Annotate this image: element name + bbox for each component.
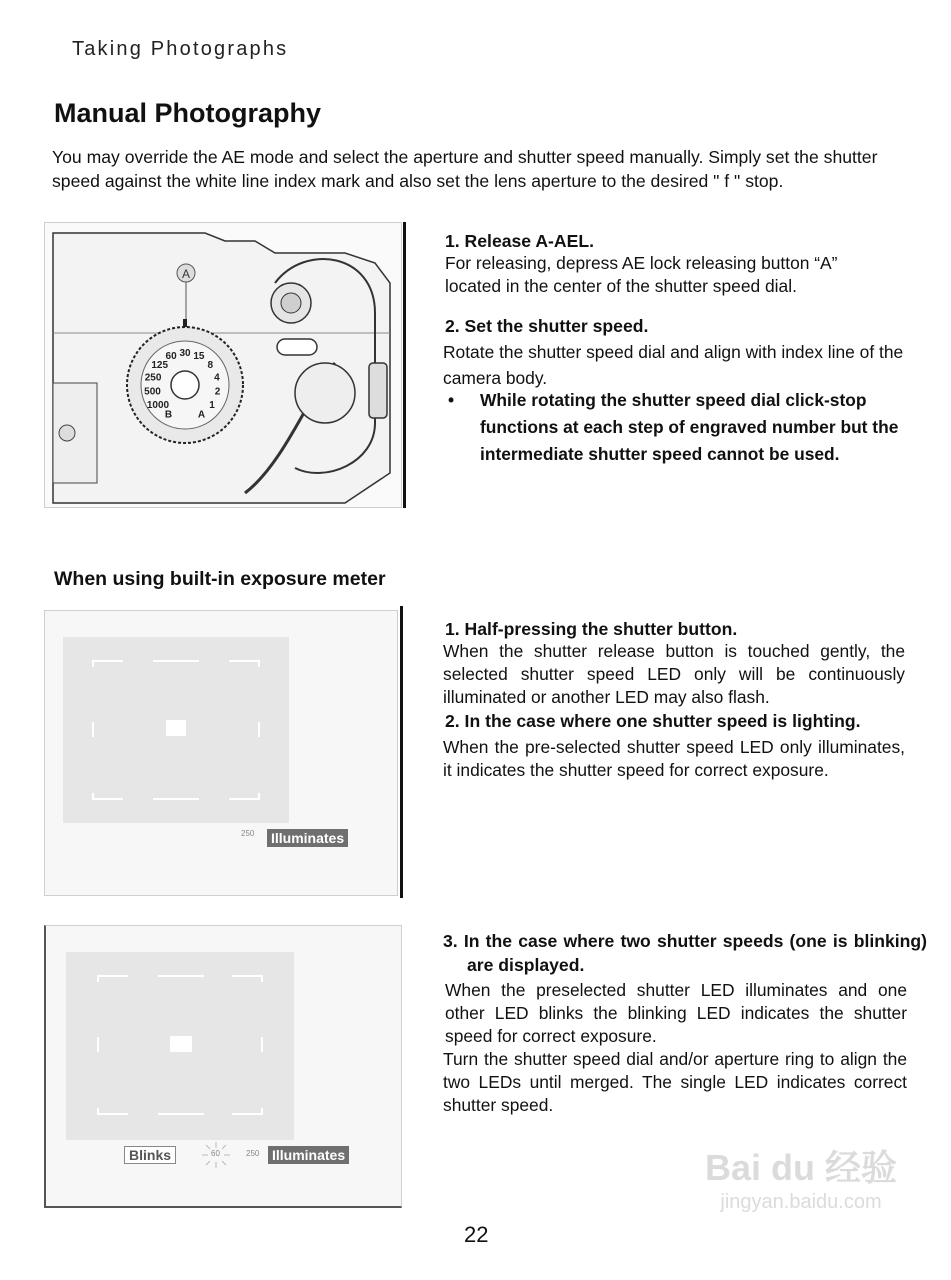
dial-number: 30 xyxy=(179,348,191,359)
dial-number: 2 xyxy=(214,386,221,398)
step-shutter-text: Rotate the shutter speed dial and align with index line of the camera body. xyxy=(443,342,904,388)
viewfinder-figure-double xyxy=(44,925,402,1208)
vf1-illuminates-label: Illuminates xyxy=(267,829,348,847)
vf1-speed-number: 250 xyxy=(241,829,255,838)
watermark-url: jingyan.baidu.com xyxy=(720,1191,882,1213)
meter-subtitle: When using built-in exposure meter xyxy=(54,568,386,590)
step-half-press-text: When the shutter release button is touched gently, the selected shutter speed LED only will be continuously illuminated or another LED may also flash. xyxy=(443,641,905,707)
step-release-title: 1. Release A-AEL. xyxy=(445,231,594,251)
shutter-note-list xyxy=(444,387,919,468)
camera-illustration xyxy=(45,223,401,507)
dial-number: 500 xyxy=(144,386,161,398)
page-title: Manual Photography xyxy=(54,98,322,128)
step-shutter-title: 2. Set the shutter speed. xyxy=(445,316,649,336)
step-one-speed-text: When the pre-selected shutter speed LED only illuminates, it indicates the shutter speed for correct exposure. xyxy=(443,737,905,780)
shutter-note-item xyxy=(444,387,919,468)
viewfinder-frame-marks xyxy=(66,952,294,1140)
step-release-text: For releasing, depress AE lock releasing button “A” located in the center of the shutter speed dial. xyxy=(445,253,838,296)
dial-number: 4 xyxy=(214,372,220,384)
watermark xyxy=(681,1140,921,1214)
figure-rule xyxy=(403,222,406,508)
dial-number: 1000 xyxy=(146,399,170,411)
dial-number: 8 xyxy=(207,359,214,371)
page-number: 22 xyxy=(464,1222,489,1247)
viewfinder-screen xyxy=(63,637,289,823)
vf2-blink-speed: 60 xyxy=(211,1149,220,1158)
dial-number: A xyxy=(197,409,206,421)
viewfinder-screen xyxy=(66,952,294,1140)
step-two-speeds-text-b: Turn the shutter speed dial and/or aperture ring to align the two LEDs until merged. The single LED indicates correct shutter speed. xyxy=(443,1049,907,1115)
callout-label-a: A xyxy=(181,267,191,281)
camera-dial-figure xyxy=(44,222,402,508)
dial-number: 250 xyxy=(144,372,162,384)
dial-number: 1 xyxy=(209,399,215,411)
vf2-speed-number: 250 xyxy=(246,1149,260,1158)
step-two-speeds-title-text: 3. In the case where two shutter speeds (one is blinking) are displayed. xyxy=(443,931,927,975)
step-one-speed-title: 2. In the case where one shutter speed is lighting. xyxy=(445,711,861,731)
step-two-speeds-title xyxy=(443,929,927,977)
vf2-blinks-label: Blinks xyxy=(124,1146,176,1164)
shutter-note-text: While rotating the shutter speed dial click-stop functions at each step of engraved number but the intermediate shutter speed cannot be used. xyxy=(480,390,899,464)
dial-number: 125 xyxy=(151,359,169,371)
intro-paragraph: You may override the AE mode and select the aperture and shutter speed manually. Simply set the shutter speed against the white line index mark and also set the lens aperture to the desired " f " stop. xyxy=(52,147,878,191)
dial-number: 60 xyxy=(165,351,177,363)
dial-number: B xyxy=(164,409,173,421)
bullet-dot: • xyxy=(448,390,455,410)
dial-number: 15 xyxy=(193,351,205,363)
viewfinder-figure-single xyxy=(44,610,398,896)
viewfinder-frame-marks xyxy=(63,637,289,823)
vf2-illuminates-label: Illuminates xyxy=(268,1146,349,1164)
figure-rule xyxy=(400,606,403,898)
step-two-speeds-text-a: When the preselected shutter LED illuminates and one other LED blinks the blinking LED indicates the shutter speed for correct exposure. xyxy=(445,980,907,1046)
watermark-brand: Bai du 经验 xyxy=(704,1147,897,1188)
step-half-press-title: 1. Half-pressing the shutter button. xyxy=(445,619,738,639)
running-head: Taking Photographs xyxy=(72,38,289,60)
